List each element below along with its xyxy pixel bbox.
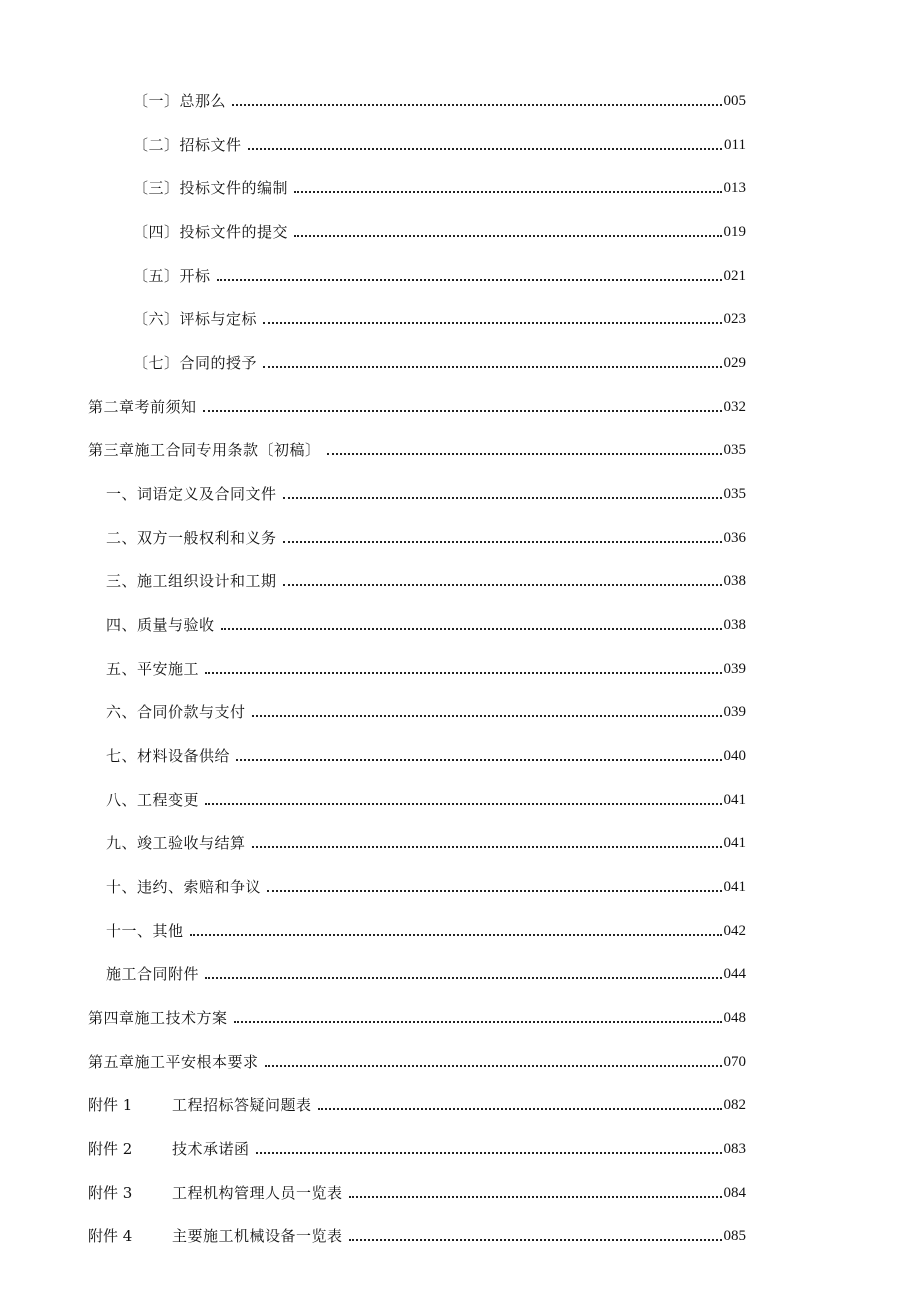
dot-leader xyxy=(294,235,721,237)
toc-entry[interactable] xyxy=(133,262,746,286)
toc-entry-page: 039 xyxy=(723,704,746,720)
dot-leader xyxy=(236,759,721,761)
toc-entry-title: 九、竣工验收与结算 xyxy=(106,834,246,852)
dot-leader xyxy=(248,148,723,150)
toc-entry-page: 036 xyxy=(723,530,746,546)
dot-leader xyxy=(252,715,722,717)
toc-entry-title: 〔二〕招标文件 xyxy=(133,136,242,154)
toc-entry-attachment[interactable] xyxy=(88,1222,746,1246)
toc-entry[interactable] xyxy=(133,174,746,198)
dot-leader xyxy=(205,977,721,979)
toc-entry[interactable] xyxy=(106,829,746,853)
toc-entry-page: 023 xyxy=(723,311,746,327)
toc-entry-page: 032 xyxy=(723,399,746,415)
toc-entry-page: 040 xyxy=(723,748,746,764)
toc-entry[interactable] xyxy=(133,305,746,329)
toc-entry-page: 048 xyxy=(723,1010,746,1026)
dot-leader xyxy=(294,191,721,193)
toc-entry-page: 083 xyxy=(723,1141,746,1157)
dot-leader xyxy=(221,628,722,630)
toc-entry[interactable] xyxy=(133,349,746,373)
toc-entry[interactable] xyxy=(106,917,746,941)
toc-entry-title: 工程招标答疑问题表 xyxy=(172,1096,312,1114)
toc-entry[interactable] xyxy=(133,131,746,155)
toc-entry-title: 四、质量与验收 xyxy=(106,616,215,634)
attachment-label: 附件 2 xyxy=(88,1140,133,1158)
toc-entry-title: 第二章考前须知 xyxy=(88,398,197,416)
toc-entry-page: 070 xyxy=(723,1054,746,1070)
toc-entry-page: 029 xyxy=(723,355,746,371)
toc-entry-chapter[interactable] xyxy=(88,393,746,417)
dot-leader xyxy=(203,410,722,412)
toc-entry-page: 082 xyxy=(723,1097,746,1113)
toc-entry-title: 七、材料设备供给 xyxy=(106,747,231,765)
dot-leader xyxy=(318,1108,722,1110)
toc-entry-page: 042 xyxy=(723,923,746,939)
dot-leader xyxy=(327,453,722,455)
attachment-label: 附件 4 xyxy=(88,1227,133,1245)
toc-entry-title: 第五章施工平安根本要求 xyxy=(88,1053,259,1071)
toc-entry[interactable] xyxy=(106,611,746,635)
toc-entry-attachment[interactable] xyxy=(88,1135,746,1159)
toc-entry-title: 施工合同附件 xyxy=(106,965,200,983)
toc-entry[interactable] xyxy=(106,480,746,504)
toc-entry-page: 038 xyxy=(723,617,746,633)
toc-entry-title: 一、词语定义及合同文件 xyxy=(106,485,277,503)
toc-entry-page: 035 xyxy=(723,442,746,458)
toc-entry-attachment[interactable] xyxy=(88,1091,746,1115)
toc-entry-title: 三、施工组织设计和工期 xyxy=(106,572,277,590)
toc-entry-title: 十、违约、索赔和争议 xyxy=(106,878,262,896)
dot-leader xyxy=(263,322,721,324)
dot-leader xyxy=(205,803,721,805)
dot-leader xyxy=(217,279,722,281)
toc-entry-title: 〔四〕投标文件的提交 xyxy=(133,223,289,241)
toc-entry-title: 技术承诺函 xyxy=(172,1140,250,1158)
toc-entry[interactable] xyxy=(106,786,746,810)
toc-entry-page: 039 xyxy=(723,661,746,677)
dot-leader xyxy=(232,104,721,106)
dot-leader xyxy=(263,366,721,368)
dot-leader xyxy=(265,1065,722,1067)
toc-entry-page: 038 xyxy=(723,573,746,589)
toc-entry-attachment[interactable] xyxy=(88,1179,746,1203)
toc-entry[interactable] xyxy=(106,960,746,984)
toc-entry-page: 085 xyxy=(723,1228,746,1244)
toc-entry-title: 主要施工机械设备一览表 xyxy=(172,1227,343,1245)
dot-leader xyxy=(234,1021,722,1023)
toc-entry-chapter[interactable] xyxy=(88,1048,746,1072)
dot-leader xyxy=(283,541,722,543)
dot-leader xyxy=(256,1152,722,1154)
toc-entry-page: 084 xyxy=(723,1185,746,1201)
toc-entry-title: 第四章施工技术方案 xyxy=(88,1009,228,1027)
toc-entry-title: 六、合同价款与支付 xyxy=(106,703,246,721)
toc-entry-title: 十一、其他 xyxy=(106,922,184,940)
toc-entry-title: 八、工程变更 xyxy=(106,791,200,809)
toc-entry[interactable] xyxy=(106,698,746,722)
toc-entry-page: 011 xyxy=(724,137,746,153)
toc-entry-title: 〔六〕评标与定标 xyxy=(133,310,258,328)
toc-entry[interactable] xyxy=(106,873,746,897)
toc-entry[interactable] xyxy=(133,218,746,242)
toc-entry-page: 005 xyxy=(723,93,746,109)
toc-entry-page: 041 xyxy=(723,792,746,808)
toc-entry[interactable] xyxy=(106,742,746,766)
toc-entry-title: 〔五〕开标 xyxy=(133,267,211,285)
toc-entry[interactable] xyxy=(106,655,746,679)
toc-entry-chapter[interactable] xyxy=(88,1004,746,1028)
dot-leader xyxy=(267,890,721,892)
toc-entry-title: 二、双方一般权利和义务 xyxy=(106,529,277,547)
toc-entry-page: 021 xyxy=(723,268,746,284)
dot-leader xyxy=(190,934,722,936)
toc-entry-title: 工程机构管理人员一览表 xyxy=(172,1184,343,1202)
dot-leader xyxy=(349,1196,722,1198)
dot-leader xyxy=(252,846,722,848)
attachment-label: 附件 1 xyxy=(88,1096,133,1114)
dot-leader xyxy=(283,497,722,499)
toc-entry-chapter[interactable] xyxy=(88,436,746,460)
toc-entry-page: 041 xyxy=(723,879,746,895)
dot-leader xyxy=(283,584,722,586)
toc-entry-title: 〔七〕合同的授予 xyxy=(133,354,258,372)
attachment-label: 附件 3 xyxy=(88,1184,133,1202)
toc-entry-page: 013 xyxy=(723,180,746,196)
toc-entry-title: 第三章施工合同专用条款〔初稿〕 xyxy=(88,441,321,459)
toc-entry-page: 041 xyxy=(723,835,746,851)
toc-entry-page: 019 xyxy=(723,224,746,240)
toc-entry[interactable] xyxy=(106,524,746,548)
toc-entry-page: 044 xyxy=(723,966,746,982)
dot-leader xyxy=(349,1239,722,1241)
toc-entry[interactable] xyxy=(106,567,746,591)
toc-entry-title: 〔一〕总那么 xyxy=(133,92,227,110)
toc-entry-title: 〔三〕投标文件的编制 xyxy=(133,179,289,197)
toc-entry[interactable] xyxy=(133,87,746,111)
toc-entry-page: 035 xyxy=(723,486,746,502)
toc-entry-title: 五、平安施工 xyxy=(106,660,200,678)
dot-leader xyxy=(205,672,721,674)
